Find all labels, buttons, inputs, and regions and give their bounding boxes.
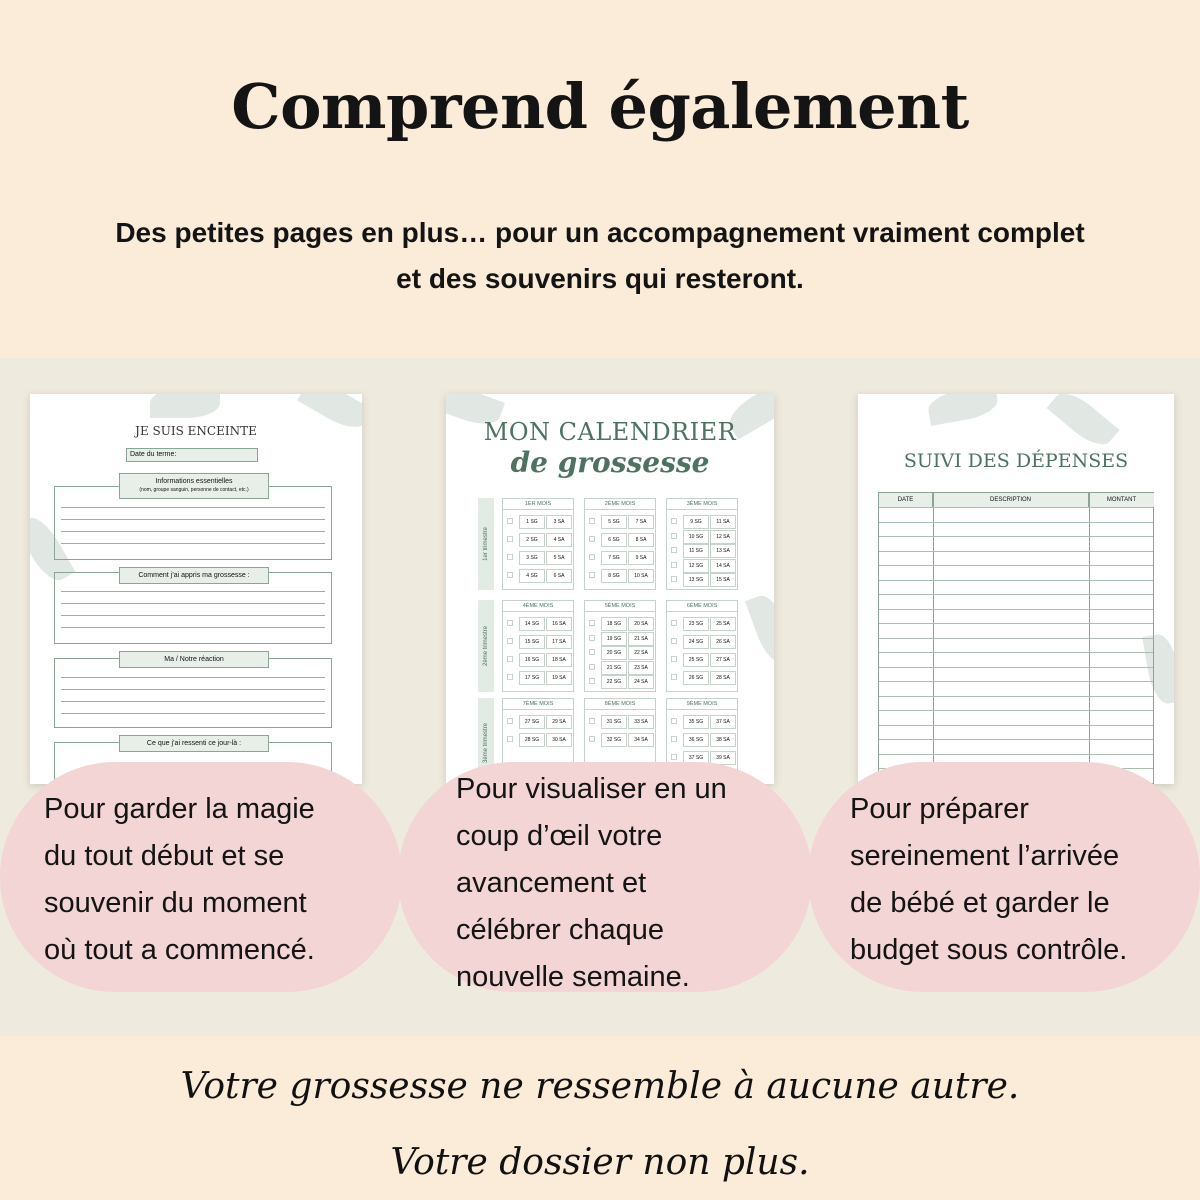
week-cell: 31 SG	[601, 715, 627, 729]
week-cell: 28 SA	[710, 671, 736, 685]
week-cell: 10 SG	[683, 530, 709, 544]
week-cell: 13 SG	[683, 573, 709, 587]
form-section-label: Comment j’ai appris ma grossesse :	[119, 567, 269, 584]
month-block	[502, 498, 574, 590]
week-cell: 14 SG	[519, 617, 545, 631]
week-cell: 19 SA	[546, 671, 572, 685]
week-cell: 9 SG	[683, 515, 709, 529]
week-cell: 10 SA	[628, 569, 654, 583]
week-checkbox-icon	[589, 620, 595, 626]
month-header: 9ÈME MOIS	[667, 699, 737, 710]
calendar-title-line-1: MON CALENDRIER	[483, 418, 737, 446]
caption-text: Pour visualiser en un coup d’œil votre avancement et célébrer chaque nouvelle semaine.	[456, 773, 727, 993]
page-subtitle	[60, 210, 1140, 302]
leaf-decoration-icon	[1047, 394, 1120, 453]
leaf-decoration-icon	[926, 394, 1000, 426]
table-row	[879, 609, 1153, 610]
week-cell: 7 SG	[601, 551, 627, 565]
header-section	[0, 0, 1200, 358]
table-row	[879, 522, 1153, 523]
week-checkbox-icon	[671, 638, 677, 644]
week-checkbox-icon	[671, 736, 677, 742]
form-section	[54, 478, 332, 560]
week-checkbox-icon	[589, 664, 595, 670]
week-checkbox-icon	[589, 718, 595, 724]
page-title: Comprend également	[231, 70, 969, 143]
week-cell: 29 SA	[546, 715, 572, 729]
table-row	[879, 754, 1153, 755]
week-cell: 33 SA	[628, 715, 654, 729]
month-header: 1ER MOIS	[503, 499, 573, 510]
writing-line	[61, 701, 325, 702]
writing-line	[61, 713, 325, 714]
expenses-table	[878, 492, 1154, 784]
week-cell: 6 SG	[601, 533, 627, 547]
month-block	[584, 600, 656, 692]
week-cell: 15 SG	[519, 635, 545, 649]
month-header: 8ÈME MOIS	[585, 699, 655, 710]
week-cell: 21 SA	[628, 632, 654, 646]
week-cell: 3 SG	[519, 551, 545, 565]
week-cell: 19 SG	[601, 632, 627, 646]
expenses-title: SUIVI DES DÉPENSES	[903, 450, 1129, 472]
writing-line	[61, 591, 325, 592]
week-cell: 30 SA	[546, 733, 572, 747]
week-cell: 16 SG	[519, 653, 545, 667]
form-section-label: Ma / Notre réaction	[119, 651, 269, 668]
week-cell: 14 SA	[710, 559, 736, 573]
caption-text: Pour préparer sereinement l’arrivée de bébé et garder le budget sous contrôle.	[850, 793, 1128, 966]
leaf-decoration-icon	[745, 591, 774, 667]
writing-line	[61, 531, 325, 532]
section-label: Informations essentielles	[155, 478, 233, 485]
week-checkbox-icon	[507, 718, 513, 724]
week-checkbox-icon	[671, 518, 677, 524]
week-checkbox-icon	[671, 674, 677, 680]
caption-bubble-1	[0, 762, 402, 992]
table-row	[879, 725, 1153, 726]
table-row	[879, 638, 1153, 639]
week-cell: 39 SA	[710, 751, 736, 765]
month-header: 3ÈME MOIS	[667, 499, 737, 510]
week-cell: 6 SA	[546, 569, 572, 583]
week-checkbox-icon	[507, 736, 513, 742]
trimester-text: 1er trimestre	[483, 527, 489, 561]
week-checkbox-icon	[589, 572, 595, 578]
month-header: 5ÈME MOIS	[585, 601, 655, 612]
column-header-montant: MONTANT	[1089, 493, 1154, 507]
week-cell: 25 SG	[683, 653, 709, 667]
footer-line-2: Votre dossier non plus.	[390, 1142, 810, 1183]
leaf-decoration-icon	[150, 394, 220, 418]
week-cell: 17 SG	[519, 671, 545, 685]
form-section	[54, 658, 332, 728]
preview-page-depenses	[858, 394, 1174, 784]
week-cell: 3 SA	[546, 515, 572, 529]
week-checkbox-icon	[507, 572, 513, 578]
trimester-text: 3ème trimestre	[483, 722, 489, 764]
calendar-title-line-2: de grossesse	[510, 446, 710, 479]
week-cell: 18 SA	[546, 653, 572, 667]
week-cell: 24 SA	[628, 675, 654, 689]
week-cell: 18 SG	[601, 617, 627, 631]
trimester-text: 2ème trimestre	[483, 625, 489, 667]
preview-page-calendrier	[446, 394, 774, 784]
week-cell: 37 SA	[710, 715, 736, 729]
column-header-description: DESCRIPTION	[933, 493, 1089, 507]
form-section-label	[119, 473, 269, 499]
subtitle-line-1: Des petites pages en plus… pour un accompagnement vraiment complet	[115, 217, 1085, 248]
week-cell: 8 SG	[601, 569, 627, 583]
week-checkbox-icon	[671, 547, 677, 553]
week-cell: 2 SG	[519, 533, 545, 547]
week-checkbox-icon	[507, 656, 513, 662]
month-block	[502, 600, 574, 692]
writing-line	[61, 689, 325, 690]
week-cell: 5 SA	[546, 551, 572, 565]
week-cell: 17 SA	[546, 635, 572, 649]
week-checkbox-icon	[507, 554, 513, 560]
week-cell: 15 SA	[710, 573, 736, 587]
trimester-label	[478, 600, 494, 692]
month-header: 2ÈME MOIS	[585, 499, 655, 510]
week-cell: 11 SG	[683, 544, 709, 558]
caption-bubble-2	[398, 762, 812, 992]
month-header: 7ÈME MOIS	[503, 699, 573, 710]
week-cell: 20 SG	[601, 646, 627, 660]
week-cell: 22 SG	[601, 675, 627, 689]
week-checkbox-icon	[507, 638, 513, 644]
writing-line	[61, 627, 325, 628]
table-row	[879, 681, 1153, 682]
week-cell: 16 SA	[546, 617, 572, 631]
week-cell: 1 SG	[519, 515, 545, 529]
week-cell: 37 SG	[683, 751, 709, 765]
subtitle-line-2: et des souvenirs qui resteront.	[396, 263, 804, 294]
writing-line	[61, 615, 325, 616]
week-checkbox-icon	[589, 536, 595, 542]
table-row	[879, 507, 1153, 508]
table-row	[879, 652, 1153, 653]
week-cell: 36 SG	[683, 733, 709, 747]
week-cell: 28 SG	[519, 733, 545, 747]
week-cell: 38 SA	[710, 733, 736, 747]
form-section	[54, 572, 332, 644]
table-row	[879, 594, 1153, 595]
week-checkbox-icon	[671, 533, 677, 539]
table-row	[879, 710, 1153, 711]
column-header-date: DATE	[879, 493, 933, 507]
writing-line	[61, 507, 325, 508]
week-cell: 13 SA	[710, 544, 736, 558]
week-cell: 27 SA	[710, 653, 736, 667]
week-cell: 27 SG	[519, 715, 545, 729]
week-checkbox-icon	[671, 576, 677, 582]
section-sublabel: (nom, groupe sanguin, personne de contact, etc.)	[139, 487, 249, 493]
week-cell: 8 SA	[628, 533, 654, 547]
week-checkbox-icon	[589, 678, 595, 684]
week-cell: 11 SA	[710, 515, 736, 529]
week-checkbox-icon	[507, 518, 513, 524]
caption-text: Pour garder la magie du tout début et se souvenir du moment où tout a commencé.	[44, 793, 315, 966]
month-header: 4ÈME MOIS	[503, 601, 573, 612]
table-row	[879, 551, 1153, 552]
week-checkbox-icon	[671, 656, 677, 662]
week-cell: 20 SA	[628, 617, 654, 631]
week-cell: 25 SA	[710, 617, 736, 631]
writing-line	[61, 543, 325, 544]
week-cell: 26 SG	[683, 671, 709, 685]
week-cell: 5 SG	[601, 515, 627, 529]
week-cell: 34 SA	[628, 733, 654, 747]
week-cell: 4 SG	[519, 569, 545, 583]
table-row	[879, 696, 1153, 697]
week-cell: 32 SG	[601, 733, 627, 747]
week-checkbox-icon	[589, 554, 595, 560]
week-cell: 26 SA	[710, 635, 736, 649]
table-row	[879, 667, 1153, 668]
trimester-label	[478, 498, 494, 590]
month-block	[584, 498, 656, 590]
preview-page-title: JE SUIS ENCEINTE	[135, 424, 257, 438]
writing-line	[61, 677, 325, 678]
due-date-field: Date du terme:	[126, 448, 258, 462]
table-row	[879, 580, 1153, 581]
week-cell: 4 SA	[546, 533, 572, 547]
week-checkbox-icon	[589, 736, 595, 742]
writing-line	[61, 603, 325, 604]
week-cell: 7 SA	[628, 515, 654, 529]
week-checkbox-icon	[589, 649, 595, 655]
table-row	[879, 565, 1153, 566]
week-cell: 23 SG	[683, 617, 709, 631]
form-section-label: Ce que j’ai ressenti ce jour-là :	[119, 735, 269, 752]
week-cell: 12 SG	[683, 559, 709, 573]
week-cell: 22 SA	[628, 646, 654, 660]
week-cell: 12 SA	[710, 530, 736, 544]
week-cell: 9 SA	[628, 551, 654, 565]
week-checkbox-icon	[671, 754, 677, 760]
week-checkbox-icon	[671, 562, 677, 568]
week-checkbox-icon	[589, 518, 595, 524]
footer-line-1: Votre grossesse ne ressemble à aucune autre.	[180, 1066, 1020, 1107]
week-checkbox-icon	[671, 620, 677, 626]
table-row	[879, 623, 1153, 624]
week-cell: 23 SA	[628, 661, 654, 675]
week-checkbox-icon	[507, 620, 513, 626]
caption-bubble-3	[808, 762, 1200, 992]
week-checkbox-icon	[507, 536, 513, 542]
week-cell: 21 SG	[601, 661, 627, 675]
week-checkbox-icon	[507, 674, 513, 680]
writing-line	[61, 519, 325, 520]
week-cell: 24 SG	[683, 635, 709, 649]
table-row	[879, 536, 1153, 537]
week-checkbox-icon	[671, 718, 677, 724]
preview-page-je-suis-enceinte	[30, 394, 362, 784]
month-header: 6ÈME MOIS	[667, 601, 737, 612]
week-checkbox-icon	[589, 635, 595, 641]
table-row	[879, 739, 1153, 740]
month-block	[666, 498, 738, 590]
month-block	[666, 600, 738, 692]
week-cell: 35 SG	[683, 715, 709, 729]
